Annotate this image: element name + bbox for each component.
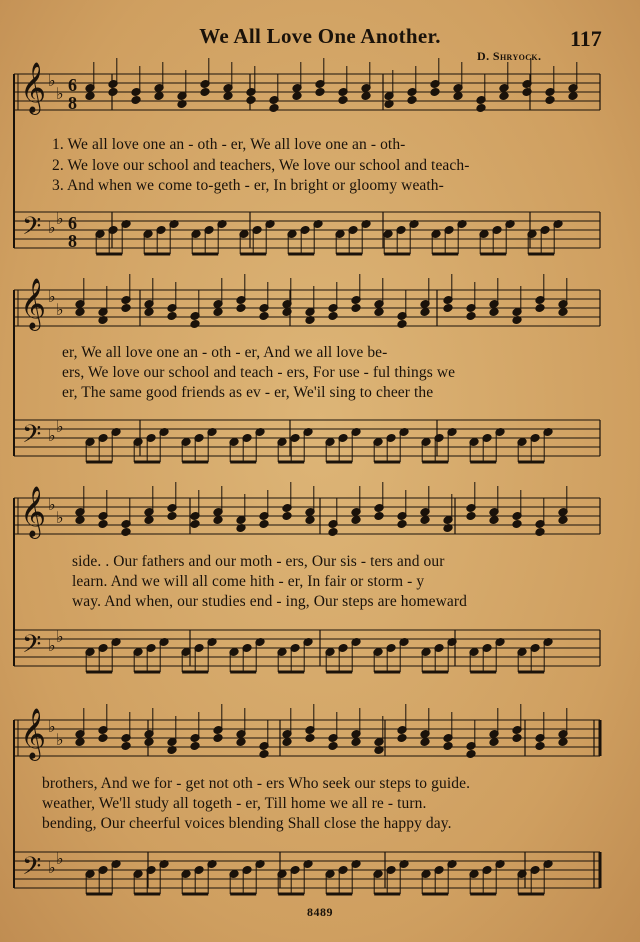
lyric-line: weather, We'll study all togeth - er, Till home we all re - turn. bbox=[42, 795, 427, 812]
flat-sign-icon: ♭ bbox=[56, 730, 64, 749]
note-head bbox=[420, 738, 430, 747]
note-head bbox=[259, 312, 269, 321]
note-head bbox=[154, 92, 164, 101]
note-head bbox=[535, 528, 545, 537]
time-signature-bottom: 8 bbox=[68, 93, 77, 113]
lyric-line: side. . Our fathers and our moth - ers, Our sis - ters and our bbox=[72, 553, 445, 570]
note-head bbox=[190, 520, 200, 529]
note-head bbox=[98, 520, 108, 529]
note-head bbox=[512, 734, 522, 743]
flat-sign-icon: ♭ bbox=[48, 717, 56, 736]
flat-sign-icon: ♭ bbox=[56, 300, 64, 319]
note-head bbox=[121, 304, 131, 313]
note-head bbox=[144, 308, 154, 317]
note-head bbox=[144, 516, 154, 525]
note-head bbox=[190, 742, 200, 751]
note-head bbox=[466, 750, 476, 759]
note-head bbox=[443, 742, 453, 751]
flat-sign-icon: ♭ bbox=[56, 849, 64, 868]
note-head bbox=[558, 738, 568, 747]
hymn-title: We All Love One Another. bbox=[199, 24, 441, 48]
note-head bbox=[85, 92, 95, 101]
note-head bbox=[200, 88, 210, 97]
note-head bbox=[328, 528, 338, 537]
note-head bbox=[75, 308, 85, 317]
note-head bbox=[535, 304, 545, 313]
note-head bbox=[407, 96, 417, 105]
note-head bbox=[315, 88, 325, 97]
note-head bbox=[292, 92, 302, 101]
note-head bbox=[305, 516, 315, 525]
composer-credit: D. Shryock. bbox=[477, 49, 542, 63]
lyric-line: ers, We love our school and teach - ers, For use - ful things we bbox=[62, 364, 456, 381]
treble-clef-icon: 𝄞 bbox=[20, 62, 47, 113]
bass-clef-icon: 𝄢 bbox=[22, 630, 42, 665]
flat-sign-icon: ♭ bbox=[48, 218, 56, 237]
time-signature-top: 6 bbox=[68, 213, 77, 233]
flat-sign-icon: ♭ bbox=[56, 84, 64, 103]
lyric-line: way. And when, our studies end - ing, Our steps are homeward bbox=[72, 593, 467, 610]
note-head bbox=[236, 304, 246, 313]
time-signature-top: 6 bbox=[68, 75, 77, 95]
note-head bbox=[361, 92, 371, 101]
note-head bbox=[351, 516, 361, 525]
bass-clef-icon: 𝄢 bbox=[22, 420, 42, 455]
note-head bbox=[476, 104, 486, 113]
note-head bbox=[213, 516, 223, 525]
note-head bbox=[167, 512, 177, 521]
flat-sign-icon: ♭ bbox=[56, 627, 64, 646]
note-head bbox=[443, 304, 453, 313]
flat-sign-icon: ♭ bbox=[48, 495, 56, 514]
note-head bbox=[374, 308, 384, 317]
note-head bbox=[131, 96, 141, 105]
lyric-line: 1. We all love one an - oth - er, We all love one an - oth- bbox=[52, 136, 406, 153]
note-head bbox=[269, 104, 279, 113]
note-head bbox=[489, 738, 499, 747]
flat-sign-icon: ♭ bbox=[56, 417, 64, 436]
note-head bbox=[259, 750, 269, 759]
flat-sign-icon: ♭ bbox=[48, 858, 56, 877]
note-head bbox=[558, 516, 568, 525]
note-head bbox=[75, 516, 85, 525]
note-head bbox=[213, 308, 223, 317]
note-head bbox=[236, 738, 246, 747]
note-head bbox=[466, 512, 476, 521]
note-head bbox=[282, 738, 292, 747]
lyric-line: er, We all love one an - oth - er, And we all love be- bbox=[62, 344, 388, 361]
time-signature-bottom: 8 bbox=[68, 231, 77, 251]
treble-clef-icon: 𝄞 bbox=[20, 278, 47, 329]
note-head bbox=[223, 92, 233, 101]
note-head bbox=[213, 734, 223, 743]
note-head bbox=[430, 88, 440, 97]
note-head bbox=[98, 734, 108, 743]
note-head bbox=[397, 734, 407, 743]
lyric-line: bending, Our cheerful voices blending Shall close the happy day. bbox=[42, 815, 452, 832]
note-head bbox=[121, 528, 131, 537]
note-head bbox=[246, 96, 256, 105]
bass-clef-icon: 𝄢 bbox=[22, 212, 42, 247]
note-head bbox=[489, 516, 499, 525]
note-head bbox=[535, 742, 545, 751]
flat-sign-icon: ♭ bbox=[56, 508, 64, 527]
treble-clef-icon: 𝄞 bbox=[20, 708, 47, 759]
note-head bbox=[558, 308, 568, 317]
bass-clef-icon: 𝄢 bbox=[22, 852, 42, 887]
flat-sign-icon: ♭ bbox=[48, 287, 56, 306]
note-head bbox=[545, 96, 555, 105]
lyric-line: 3. And when we come to-geth - er, In bright or gloomy weath- bbox=[52, 177, 444, 194]
note-head bbox=[420, 308, 430, 317]
lyric-line: learn. And we will all come hith - er, In fair or storm - y bbox=[72, 573, 425, 590]
lyric-line: er, The same good friends as ev - er, We'il sing to cheer the bbox=[62, 384, 434, 401]
note-head bbox=[397, 520, 407, 529]
note-head bbox=[190, 320, 200, 329]
lyric-line: brothers, And we for - get not oth - ers Who seek our steps to guide. bbox=[42, 775, 471, 792]
note-head bbox=[453, 92, 463, 101]
note-head bbox=[75, 738, 85, 747]
note-head bbox=[121, 742, 131, 751]
note-head bbox=[144, 738, 154, 747]
note-head bbox=[568, 92, 578, 101]
flat-sign-icon: ♭ bbox=[56, 209, 64, 228]
treble-clef-icon: 𝄞 bbox=[20, 486, 47, 537]
note-head bbox=[259, 520, 269, 529]
note-head bbox=[499, 92, 509, 101]
note-head bbox=[282, 512, 292, 521]
page-number: 117 bbox=[570, 26, 602, 51]
note-head bbox=[338, 96, 348, 105]
note-head bbox=[351, 738, 361, 747]
note-head bbox=[351, 304, 361, 313]
note-head bbox=[466, 312, 476, 321]
note-head bbox=[512, 520, 522, 529]
note-head bbox=[167, 312, 177, 321]
note-head bbox=[374, 512, 384, 521]
lyric-line: 2. We love our school and teachers, We love our school and teach- bbox=[52, 157, 470, 174]
note-head bbox=[489, 308, 499, 317]
note-head bbox=[420, 516, 430, 525]
plate-number: 8489 bbox=[307, 905, 333, 919]
note-head bbox=[397, 320, 407, 329]
flat-sign-icon: ♭ bbox=[48, 71, 56, 90]
flat-sign-icon: ♭ bbox=[48, 636, 56, 655]
note-head bbox=[328, 742, 338, 751]
note-head bbox=[305, 734, 315, 743]
flat-sign-icon: ♭ bbox=[48, 426, 56, 445]
note-head bbox=[108, 88, 118, 97]
note-head bbox=[328, 312, 338, 321]
